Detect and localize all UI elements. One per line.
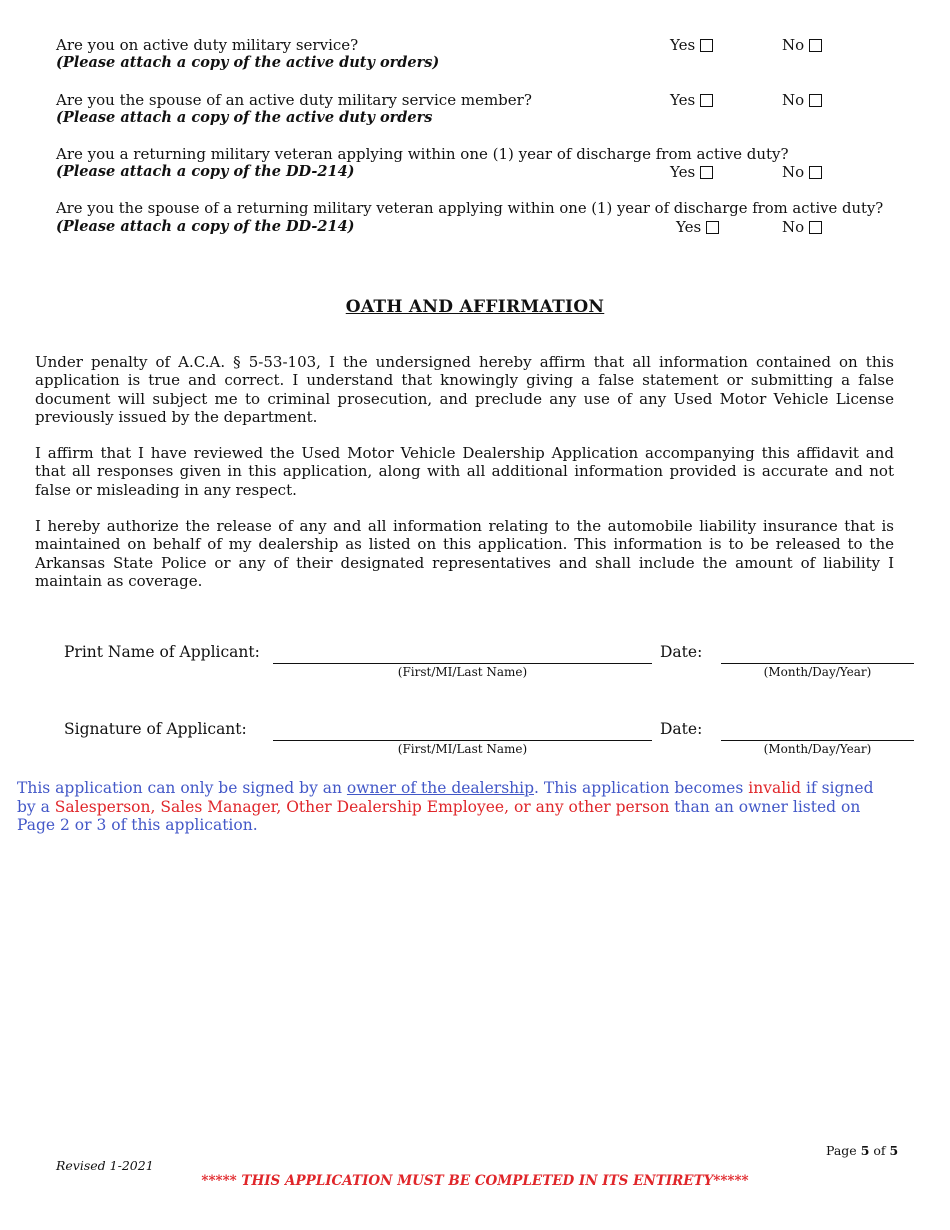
page-total: 5 <box>889 1143 899 1158</box>
oath-title: OATH AND AFFIRMATION <box>345 297 605 317</box>
yes-label: Yes <box>670 36 696 54</box>
print-name-line[interactable] <box>273 663 652 664</box>
yes-label: Yes <box>670 91 696 109</box>
no-label: No <box>782 163 805 181</box>
no-label: No <box>782 36 805 54</box>
question-2-yes[interactable] <box>670 91 713 109</box>
page-current: 5 <box>860 1143 870 1158</box>
oath-paragraph-3: I hereby authorize the release of any and all information relating to the automobile liability insurance that is maintained on behalf of my dealership as listed on this application. This information is to be released to the Arkansas State Police or any of their designated representatives and shall include the amount of liability I maintain as coverage. <box>35 517 894 590</box>
question-4-text: Are you the spouse of a returning military veteran applying within one (1) year of discharge from active duty? <box>56 200 884 217</box>
yes-checkbox[interactable] <box>700 166 713 179</box>
notice-part-1: This application can only be signed by an <box>17 779 347 797</box>
no-checkbox[interactable] <box>809 166 822 179</box>
signature-line[interactable] <box>273 740 652 741</box>
question-3-no[interactable] <box>782 163 822 181</box>
completion-warning: ***** THIS APPLICATION MUST BE COMPLETED IN ITS ENTIRETY***** <box>201 1173 749 1189</box>
page-prefix: Page <box>826 1143 861 1158</box>
no-checkbox[interactable] <box>809 221 822 234</box>
page-number <box>826 1143 898 1158</box>
signature-date-line[interactable] <box>721 740 914 741</box>
question-3-yes[interactable] <box>670 163 713 181</box>
print-date-hint: (Month/Day/Year) <box>763 665 872 679</box>
question-2-no[interactable] <box>782 91 822 109</box>
question-3-note: (Please attach a copy of the DD-214) <box>56 163 355 180</box>
revision-date: Revised 1-2021 <box>56 1158 154 1173</box>
signature-date-label: Date: <box>660 720 703 738</box>
no-label: No <box>782 218 805 236</box>
question-4-note: (Please attach a copy of the DD-214) <box>56 218 355 235</box>
notice-part-7: than an owner listed on Page 2 or 3 of this application. <box>17 797 861 834</box>
signature-hint: (First/MI/Last Name) <box>397 742 528 756</box>
question-1-no[interactable] <box>782 36 822 54</box>
yes-checkbox[interactable] <box>700 94 713 107</box>
notice-invalid: invalid <box>748 779 802 797</box>
question-1-yes[interactable] <box>670 36 713 54</box>
page-of: of <box>869 1143 890 1158</box>
yes-checkbox[interactable] <box>706 221 719 234</box>
question-1-note: (Please attach a copy of the active duty orders) <box>56 54 440 71</box>
yes-checkbox[interactable] <box>700 39 713 52</box>
print-name-label: Print Name of Applicant: <box>64 643 260 661</box>
signing-notice <box>17 779 897 835</box>
notice-owner-link: owner of the dealership <box>346 779 535 797</box>
yes-label: Yes <box>676 218 702 236</box>
no-checkbox[interactable] <box>809 39 822 52</box>
no-label: No <box>782 91 805 109</box>
question-4-no[interactable] <box>782 218 822 236</box>
question-1-text: Are you on active duty military service? <box>56 36 359 54</box>
notice-part-3: . This application becomes <box>534 779 749 797</box>
print-name-hint: (First/MI/Last Name) <box>397 665 528 679</box>
notice-persons: Salesperson, Sales Manager, Other Dealership Employee, or any other person <box>54 797 670 816</box>
print-date-label: Date: <box>660 643 703 661</box>
question-4-yes[interactable] <box>676 218 719 236</box>
yes-label: Yes <box>670 163 696 181</box>
no-checkbox[interactable] <box>809 94 822 107</box>
question-3-text: Are you a returning military veteran applying within one (1) year of discharge from active duty? <box>56 145 789 163</box>
signature-date-hint: (Month/Day/Year) <box>763 742 872 756</box>
question-2-text: Are you the spouse of an active duty military service member? <box>56 91 532 109</box>
signature-label: Signature of Applicant: <box>64 720 247 738</box>
notice-part-5: if signed by a <box>17 779 874 816</box>
oath-paragraph-2: I affirm that I have reviewed the Used Motor Vehicle Dealership Application accompanying this affidavit and that all responses given in this application, along with all additional information provided is accurate and not false or misleading in any respect. <box>35 444 894 499</box>
print-date-line[interactable] <box>721 663 914 664</box>
question-2-note: (Please attach a copy of the active duty orders <box>56 109 433 126</box>
oath-paragraph-1: Under penalty of A.C.A. § 5-53-103, I the undersigned hereby affirm that all information contained on this application is true and correct. I understand that knowingly giving a false statement or submitting a false document will subject me to criminal prosecution, and preclude any use of any Used Motor Vehicle License previously issued by the department. <box>35 353 894 426</box>
